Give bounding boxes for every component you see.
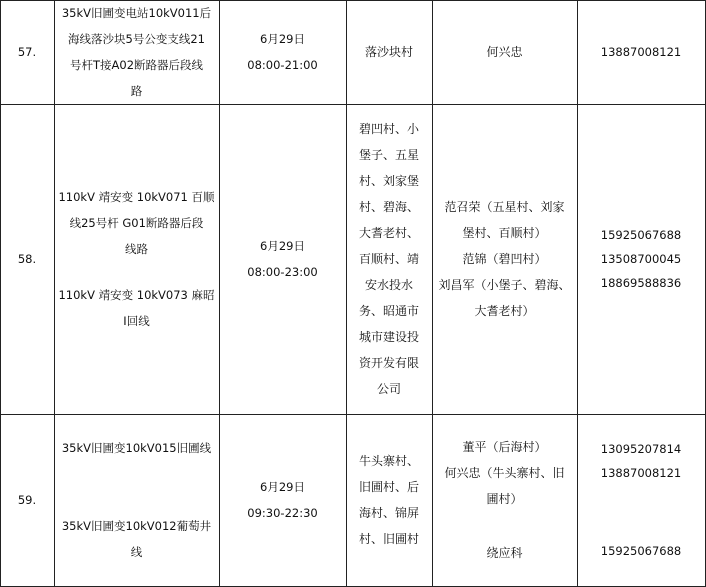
village-text: 公司 bbox=[376, 382, 401, 396]
village-text: 牛头寨村、 bbox=[358, 454, 419, 468]
row-number-text: 58. bbox=[17, 252, 37, 266]
row-number bbox=[0, 104, 54, 414]
date-text: 6月29日 bbox=[260, 239, 305, 253]
line-text: 线 bbox=[130, 545, 143, 559]
contact-phone bbox=[577, 104, 705, 414]
contact-text: 圃村） bbox=[486, 492, 523, 506]
village-text: 旧圃村、后 bbox=[358, 480, 419, 494]
contact-phone bbox=[577, 414, 705, 586]
time-range: 08:00-21:00 bbox=[247, 58, 318, 72]
line-section bbox=[54, 0, 219, 104]
outage-time bbox=[219, 104, 346, 414]
village-text: 海村、锦屏 bbox=[358, 506, 419, 520]
row-number bbox=[0, 414, 54, 586]
line-section bbox=[54, 414, 219, 586]
affected-area bbox=[346, 414, 432, 586]
contact-person bbox=[432, 0, 577, 104]
row-number bbox=[0, 0, 54, 104]
village-text: 百顺村、靖 bbox=[358, 252, 419, 266]
line-text: 110kV 靖安变 10kV071 百顺 bbox=[58, 190, 215, 204]
phone-text: 18869588836 bbox=[600, 276, 682, 290]
outage-time bbox=[219, 0, 346, 104]
date-text: 6月29日 bbox=[260, 32, 305, 46]
line-text: 海线落沙块5号公变支线21 bbox=[68, 32, 205, 46]
row-number-text: 57. bbox=[17, 45, 37, 59]
phone-text: 13887008121 bbox=[600, 466, 682, 480]
line-text: 35kV旧圃变10kV012葡萄井 bbox=[61, 519, 212, 533]
outage-time bbox=[219, 414, 346, 586]
contact-text: 何兴忠（牛头寨村、旧 bbox=[444, 466, 565, 480]
village-text: 城市建设投 bbox=[358, 330, 419, 344]
contact-text: 范锦（碧凹村） bbox=[462, 252, 547, 266]
contact-text: 何兴忠 bbox=[486, 45, 523, 59]
time-range: 08:00-23:00 bbox=[247, 265, 318, 279]
line-text: 35kV旧圃变电站10kV011后 bbox=[61, 6, 212, 20]
phone-text: 13887008121 bbox=[600, 45, 682, 59]
line-text: 110kV 靖安变 10kV073 麻昭 bbox=[58, 288, 215, 302]
contact-text: 绕应科 bbox=[486, 546, 523, 560]
date-text: 6月29日 bbox=[260, 480, 305, 494]
phone-text: 13095207814 bbox=[600, 442, 682, 456]
contact-text: 刘昌军（小堡子、碧海、 bbox=[438, 278, 571, 292]
row-number-text: 59. bbox=[17, 493, 37, 507]
contact-text: 董平（后海村） bbox=[462, 440, 547, 454]
contact-person bbox=[432, 104, 577, 414]
phone-text: 15925067688 bbox=[600, 544, 682, 558]
village-text: 安水投水 bbox=[364, 278, 413, 292]
village-text: 大耆老村、 bbox=[358, 226, 419, 240]
village-text: 村、刘家堡 bbox=[358, 174, 419, 188]
contact-text: 大耆老村） bbox=[474, 304, 535, 318]
time-range: 09:30-22:30 bbox=[247, 506, 318, 520]
village-text: 落沙块村 bbox=[364, 45, 413, 59]
line-text: 号杆T接A02断路器后段线 bbox=[69, 58, 204, 72]
contact-phone bbox=[577, 0, 705, 104]
line-text: 线25号杆 G01断路器后段 bbox=[69, 216, 204, 230]
affected-area bbox=[346, 104, 432, 414]
village-text: 务、昭通市 bbox=[358, 304, 419, 318]
line-text: 35kV旧圃变10kV015旧圃线 bbox=[61, 441, 212, 455]
affected-area bbox=[346, 0, 432, 104]
contact-text: 范召荣（五星村、刘家 bbox=[444, 200, 565, 214]
phone-text: 15925067688 bbox=[600, 228, 682, 242]
line-text: 路 bbox=[130, 84, 143, 98]
village-text: 堡子、五星 bbox=[358, 148, 419, 162]
village-text: 碧凹村、小 bbox=[358, 122, 419, 136]
village-text: 村、碧海、 bbox=[358, 200, 419, 214]
phone-text: 13508700045 bbox=[600, 252, 682, 266]
contact-text: 堡村、百顺村） bbox=[462, 226, 547, 240]
line-section bbox=[54, 104, 219, 414]
village-text: 村、旧圃村 bbox=[358, 532, 419, 546]
line-text: Ⅰ回线 bbox=[123, 314, 150, 328]
village-text: 资开发有限 bbox=[358, 356, 419, 370]
contact-person bbox=[432, 414, 577, 586]
line-text: 线路 bbox=[125, 242, 148, 256]
